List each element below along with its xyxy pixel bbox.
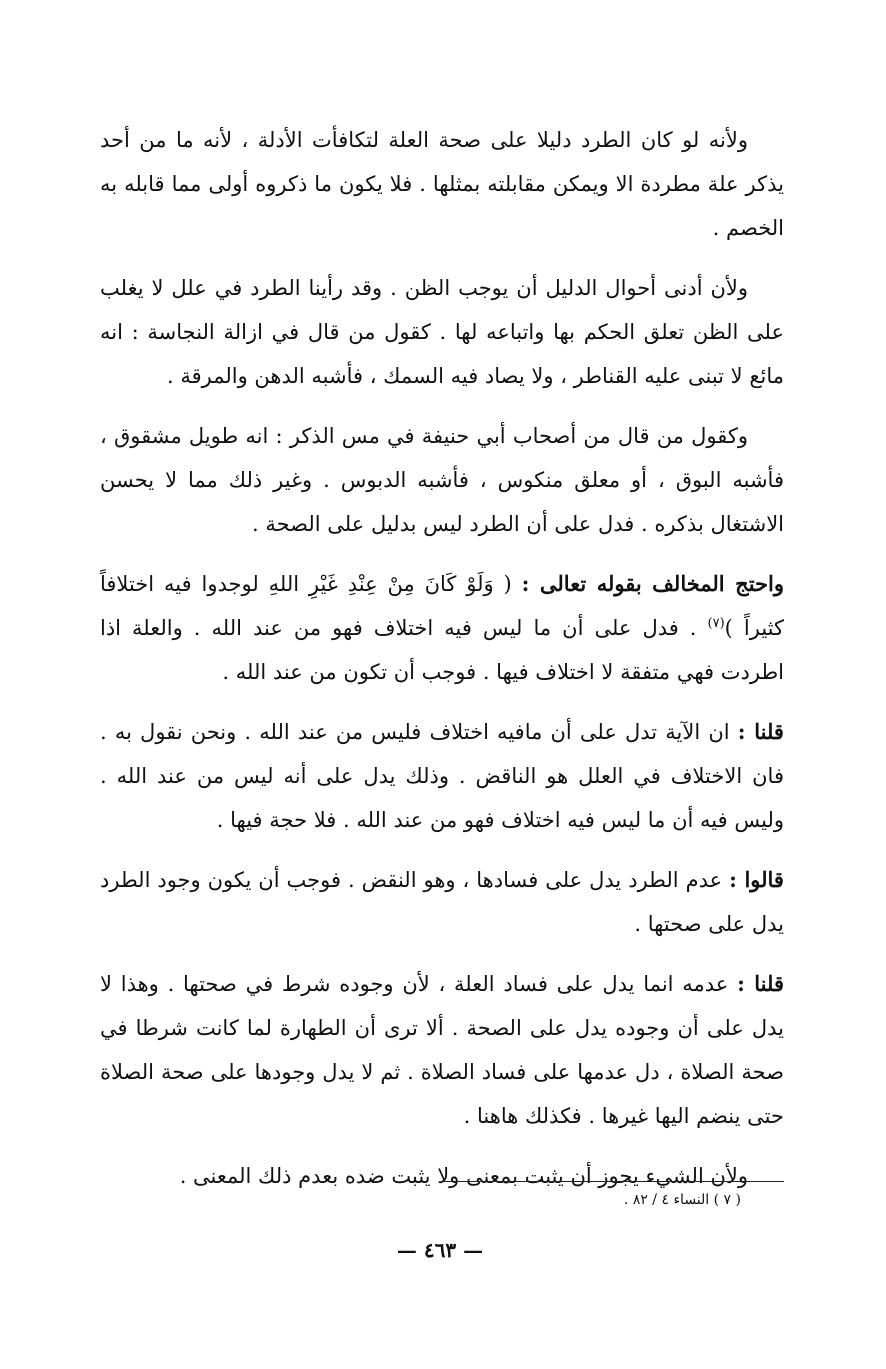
quran-quote: ( وَلَوْ كَانَ مِنْ عِنْدِ غَيْرِ اللهِ لوجدوا فيه اختلافاً كثيراً ): [100, 572, 784, 640]
paragraph-7-text: عدمه انما يدل على فساد العلة ، لأن وجوده شرط في صحتها . وهذا لا يدل على أن وجوده يدل على الصحة . ألا ترى أن الطهارة لما كانت شرطا في صحة الصلاة ، دل عدمها على فساد الصلاة . ثم لا يدل وجودها على صحة الصلاة حتى ينضم اليها غيرها . فكذلك هاهنا .: [100, 972, 784, 1128]
paragraph-4-text: . فدل على أن ما ليس فيه اختلاف فهو من عند الله . والعلة اذا اطردت فهي متفقة لا اختلاف فيها . فوجب أن تكون من عند الله .: [100, 616, 784, 684]
paragraph-2-text: ولأن أدنى أحوال الدليل أن يوجب الظن . وقد رأينا الطرد في علل لا يغلب على الظن تعلق الحكم بها واتباعه لها . كقول من قال في ازالة النجاسة : انه مائع لا تبنى عليه القناطر ، ولا يصاد فيه السمك ، فأشبه الدهن والمرقة .: [100, 276, 784, 388]
paragraph-3: [100, 414, 784, 546]
paragraph-5-text: ان الآية تدل على أن مافيه اختلاف فليس من عند الله . ونحن نقول به . فان الاختلاف في العلل هو الناقض . وذلك يدل على أنه ليس من عند الله . وليس فيه أن ما ليس فيه اختلاف فهو من عند الله . فلا حجة فيها .: [100, 720, 784, 832]
reply-heading-1: قلنا :: [737, 719, 784, 744]
paragraph-4: [100, 562, 784, 694]
footnote-marker: (٧): [707, 616, 725, 631]
paragraph-6: [100, 858, 784, 946]
paragraph-3-text: وكقول من قال من أصحاب أبي حنيفة في مس الذكر : انه طويل مشقوق ، فأشبه البوق ، أو معلق منكوس ، فأشبه الدبوس . وغير ذلك مما لا يحسن الاشتغال بذكره . فدل على أن الطرد ليس بدليل على الصحة .: [100, 424, 784, 536]
paragraph-2: [100, 266, 784, 398]
page-number: — ٤٦٣ —: [396, 1238, 484, 1262]
reply-heading-2: قلنا :: [737, 971, 784, 996]
objection-heading-2: قالوا :: [729, 867, 784, 892]
footnote: ( ٧ ) النساء ٤ / ٨٢ .: [623, 1192, 741, 1208]
paragraph-5: [100, 710, 784, 842]
paragraph-1-text: ولأنه لو كان الطرد دليلا على صحة العلة لتكافأت الأدلة ، لأنه ما من أحد يذكر علة مطردة الا ويمكن مقابلته بمثلها . فلا يكون ما ذكروه أولى مما قابله به الخصم .: [100, 128, 784, 240]
paragraph-6-text: عدم الطرد يدل على فسادها ، وهو النقض . فوجب أن يكون وجود الطرد يدل على صحتها .: [100, 868, 784, 936]
paragraph-1: [100, 118, 784, 250]
body-text: [100, 118, 784, 1214]
footnote-divider: [441, 1181, 784, 1182]
paragraph-8-text: ولأن الشيء يجوز أن يثبت بمعنى ولا يثبت ضده بعدم ذلك المعنى .: [179, 1164, 748, 1188]
paragraph-7: [100, 962, 784, 1138]
objection-heading: واحتج المخالف بقوله تعالى :: [521, 571, 785, 596]
